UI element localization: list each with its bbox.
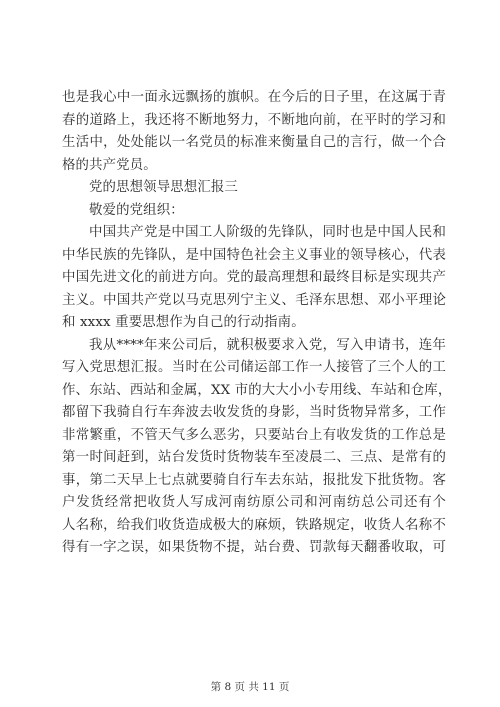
text-line: 写入党思想汇报。当时在公司储运部工作一人接管了三个人的工 bbox=[62, 360, 446, 375]
text-line: 主义。中国共产党以马克思列宁主义、毛泽东思想、邓小平理论 bbox=[62, 292, 446, 308]
text-line: 和 xxxx 重要思想作为自己的行动指南。 bbox=[62, 315, 305, 330]
text-line: 党的思想领导思想汇报三 bbox=[89, 180, 238, 195]
text-line: 都留下我骑自行车奔波去收发货的身影，当时货物异常多，工作 bbox=[62, 405, 446, 420]
text-line: 户发货经常把收货人写成河南纺原公司和河南纺总公司还有个 bbox=[62, 495, 446, 510]
page-footer: 第 8 页 共 11 页 bbox=[210, 681, 290, 693]
text-line: 人名称，给我们收货造成极大的麻烦，铁路规定，收货人名称不 bbox=[62, 517, 446, 533]
text-line: 格的共产党员。 bbox=[62, 157, 157, 173]
document-body bbox=[62, 87, 452, 560]
text-line: 生活中，处处能以一名党员的标准来衡量自己的言行，做一个合 bbox=[62, 135, 446, 150]
text-line: 春的道路上，我还将不断地努力，不断地向前，在平时的学习和 bbox=[62, 112, 446, 128]
text-line: 第一时间赶到，站台发货时货物装车至凌晨二、三点、是常有的 bbox=[62, 450, 446, 465]
text-line: 也是我心中一面永远飘扬的旗帜。在今后的日子里，在这属于青 bbox=[62, 90, 446, 105]
text-line: 非常繁重，不管天气多么恶劣，只要站台上有收发货的工作总是 bbox=[62, 427, 446, 443]
text-line: 中华民族的先锋队，是中国特色社会主义事业的领导核心，代表 bbox=[62, 247, 446, 263]
text-line: 中国先进文化的前进方向。党的最高理想和最终目标是实现共产 bbox=[62, 270, 446, 285]
text-line: 中国共产党是中国工人阶级的先锋队，同时也是中国人民和 bbox=[89, 225, 446, 240]
text-line: 敬爱的党组织： bbox=[89, 202, 184, 218]
text-line: 我从****年来公司后，就积极要求入党，写入申请书，连年 bbox=[89, 337, 446, 353]
text-line: 作、东站、西站和金属，XX 市的大大小小专用线、车站和仓库， bbox=[62, 382, 452, 398]
text-line: 得有一字之误，如果货物不提，站台费、罚款每天翻番收取，可 bbox=[62, 540, 446, 555]
text-line: 事，第二天早上七点就要骑自行车去东站，报批发下批货物。客 bbox=[62, 472, 446, 488]
